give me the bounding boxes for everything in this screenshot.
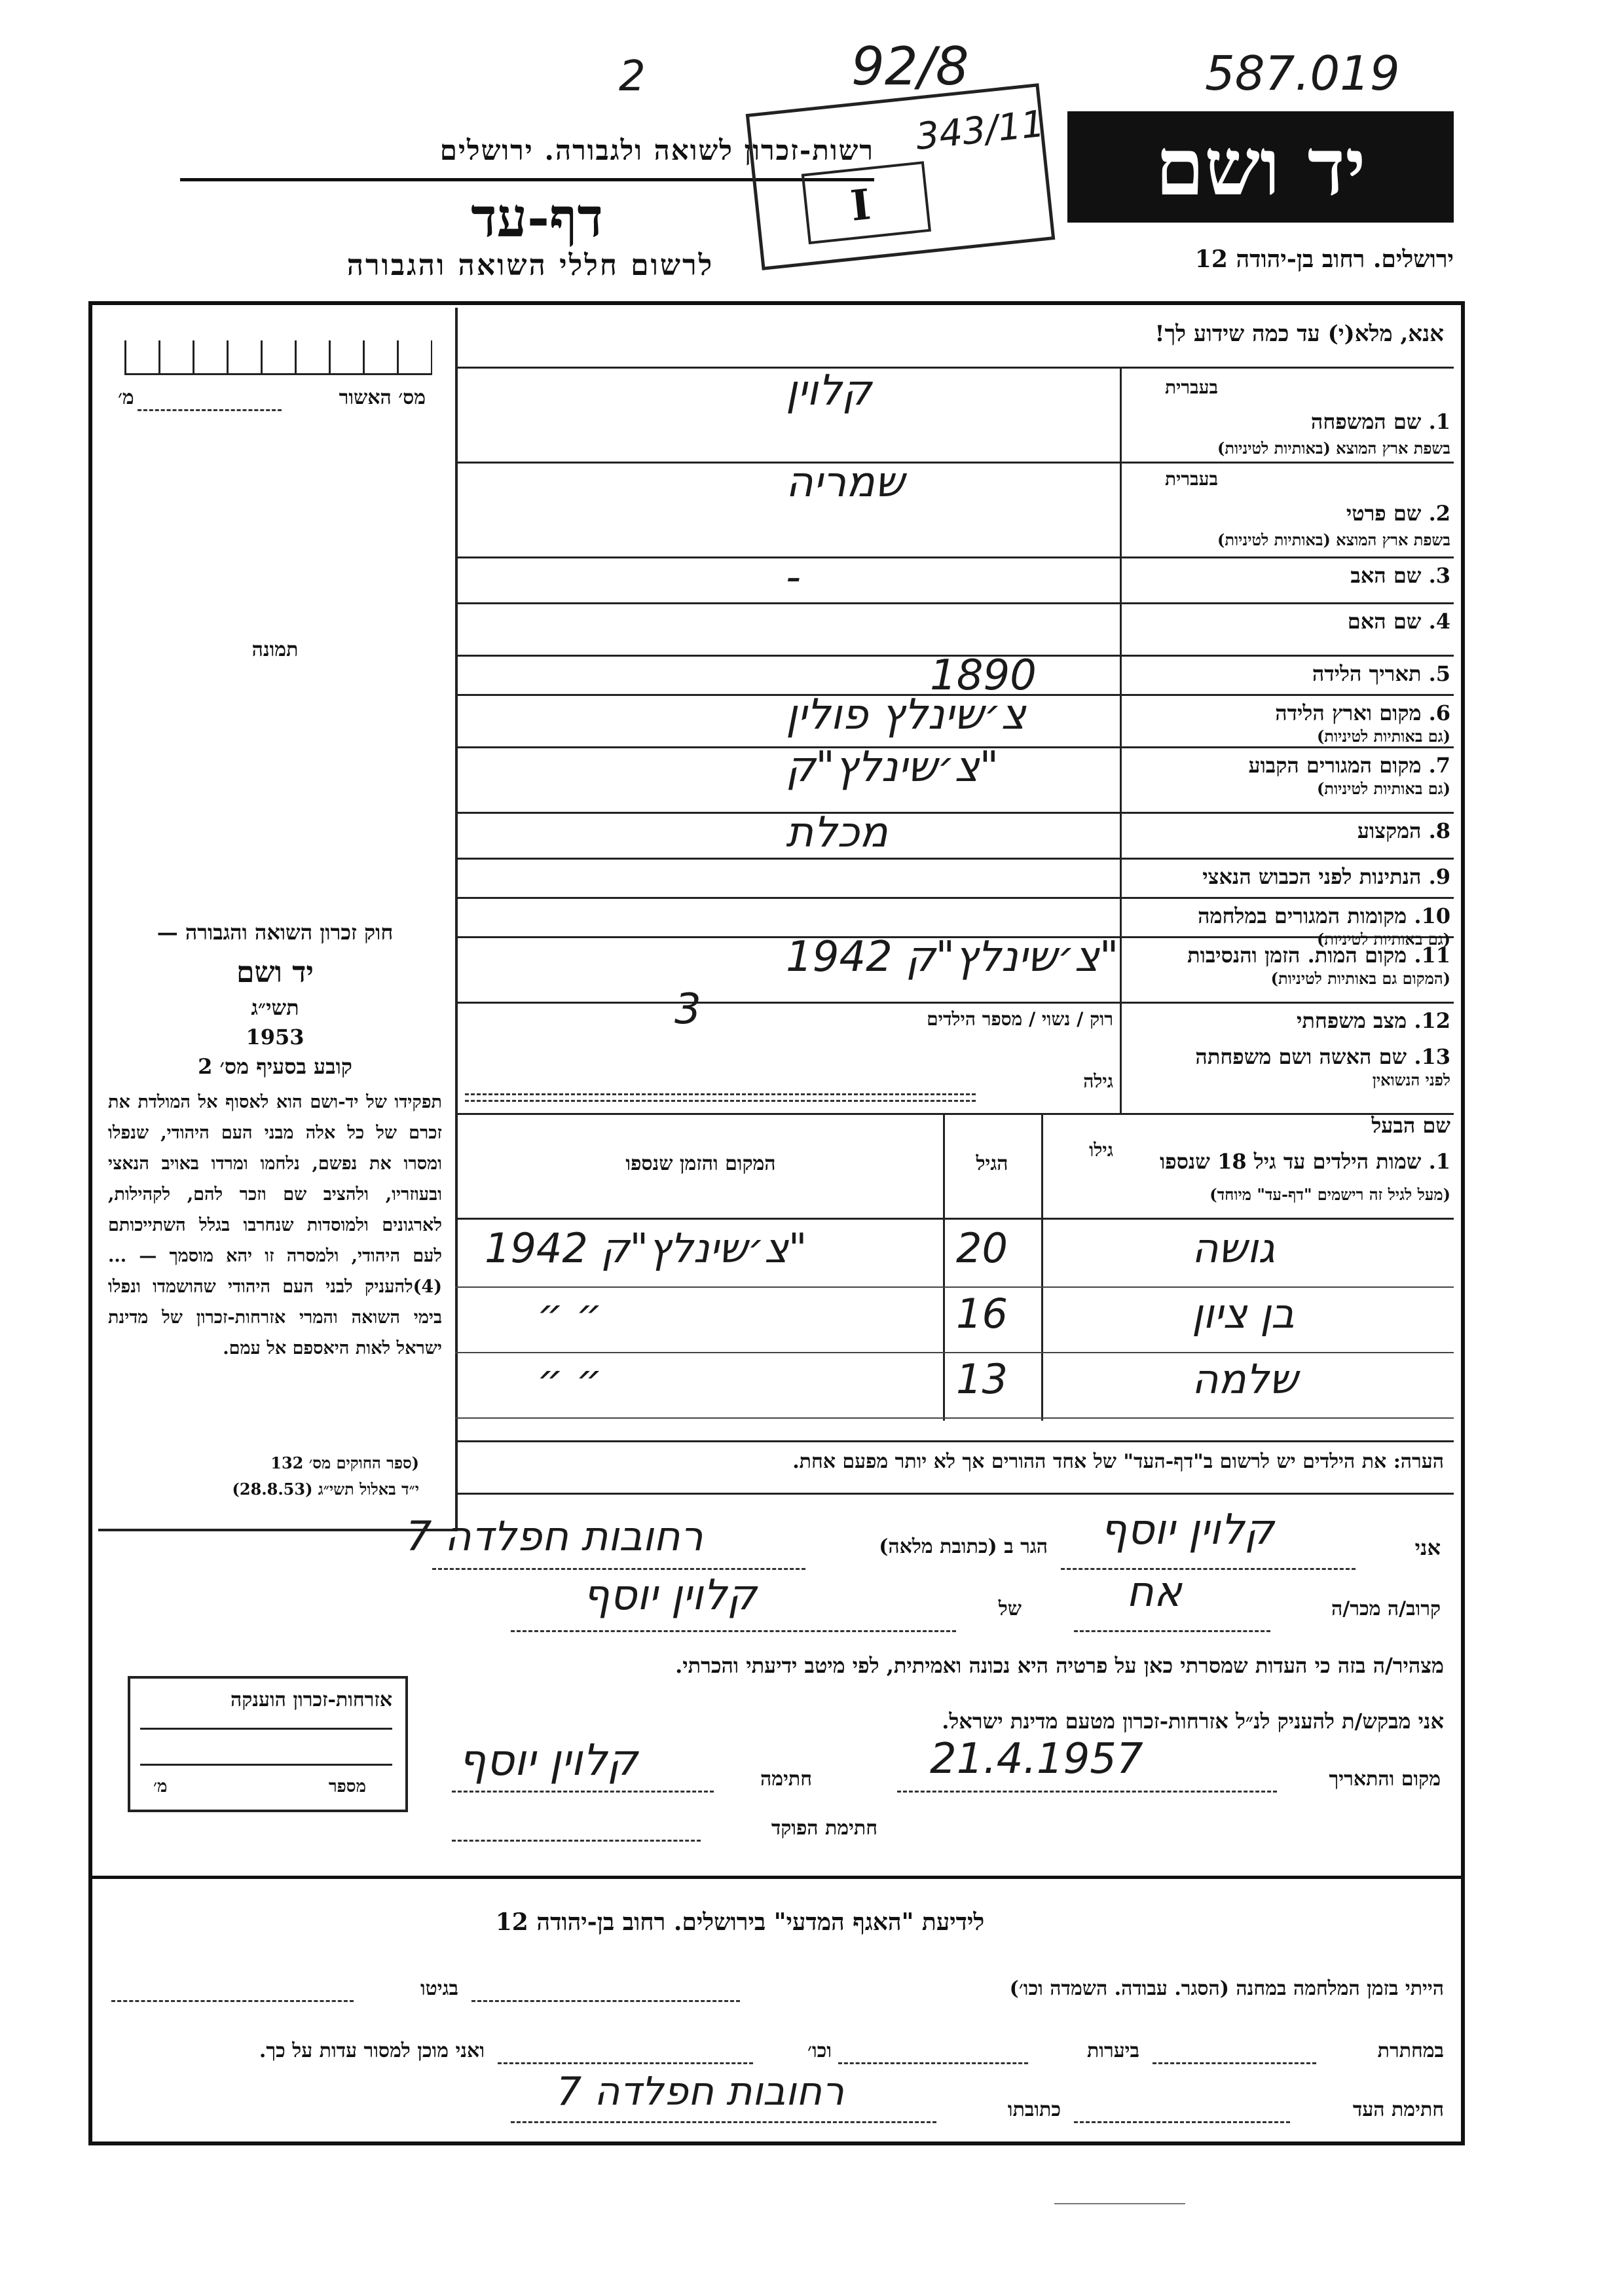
field-value-12: 3: [674, 985, 701, 1034]
field-mid-12: רוק / נשוי / מספר הילדים: [927, 1008, 1113, 1030]
footer-title: לידיעת "האגף המדעי" בירושלים. רחוב בן-יהודה 12: [495, 1908, 985, 1936]
field-sublabel-1: בשפת ארץ המוצא (באותיות לטיניות): [1217, 439, 1450, 458]
children-title: 1. שמות הילדים עד גיל 18 שנספו: [1160, 1149, 1450, 1174]
footer-forests-label: ביערות: [1086, 2039, 1139, 2062]
field-value-11: 1942 צ׳שינלץ"ק": [786, 933, 1119, 981]
field-label-10: 10. מקומות המגורים במלחמה: [1198, 903, 1450, 928]
footer-etc-label: וכו׳: [807, 2039, 832, 2062]
field-label-4: 4. שם האם: [1347, 609, 1450, 634]
field-label-7: 7. מקום המגורים הקבוע: [1248, 753, 1450, 778]
child-age: 13: [956, 1355, 1008, 1403]
declaration-text: מצהיר/ה בזה כי העדות שמסרתי כאן על פרטיה היא נכונה ואמיתית, לפי מיטב ידיעתי והכרתי.: [675, 1653, 1444, 1678]
field-label-14: שם הבעל: [1371, 1113, 1450, 1138]
child-age: 20: [956, 1224, 1008, 1272]
footer-camp-label: הייתי בזמן המלחמה במחנה (הסגר. עבודה. השמדה וכו׳): [1009, 1977, 1444, 2000]
declarant-address: רחובות חפלדה 7: [406, 1512, 703, 1560]
stamp-letter: I: [848, 180, 874, 231]
field-label-11: 11. מקום המות. הזמן והנסיבות: [1187, 943, 1450, 968]
photo-placeholder: תמונה: [251, 638, 299, 661]
child-name: שלמה: [1192, 1355, 1298, 1403]
form-title: דף-עד: [471, 187, 603, 249]
field-mid-14: גילו: [1089, 1139, 1113, 1161]
field-value-2: שמריה: [786, 458, 905, 507]
left-column: [98, 308, 458, 1531]
cert-number-ticks: [124, 340, 432, 375]
child-age: 16: [956, 1290, 1008, 1338]
stamp-number: 343/11: [913, 102, 1047, 159]
witness-address: רחובות חפלדה 7: [557, 2069, 844, 2115]
child-name: גושה: [1192, 1224, 1275, 1272]
field-sublabel-13: לפני הנשואין: [1372, 1070, 1450, 1089]
field-value-1: קלוין: [786, 367, 872, 415]
field-label-13: 13. שם האשה ושם משפחתה: [1195, 1044, 1450, 1069]
cert-number-label: מס׳ האשור: [339, 386, 426, 409]
logo: יד ושם: [1067, 111, 1454, 223]
certificate-box: [128, 1676, 408, 1812]
field-sublabel-2: בשפת ארץ המוצא (באותיות לטיניות): [1217, 530, 1450, 549]
field-label-2: 2. שם פרטי: [1346, 501, 1450, 526]
field-value-8: מכלת: [786, 809, 888, 857]
address: ירושלים. רחוב בן-יהודה 12: [1194, 246, 1454, 273]
of-name: קלוין יוסף: [583, 1571, 757, 1620]
officer-signature-label: חתימת הפוקד: [771, 1817, 877, 1840]
signature-value: קלוין יוסף: [458, 1735, 638, 1785]
place-date-label: מקום והתאריך: [1329, 1768, 1441, 1791]
relation-value: אח: [1126, 1568, 1182, 1616]
children-place-header: המקום והזמן שנספו: [625, 1152, 776, 1175]
date-value: 21.4.1957: [930, 1735, 1143, 1783]
child-place: ״ ״: [537, 1290, 602, 1338]
authority-name: רשות-זכרון לשואה ולגבורה. ירושלים: [439, 134, 874, 166]
law-name: יד ושם: [236, 956, 314, 989]
law-citation-date: י״ד באלול תשי״ג (28.8.53): [232, 1480, 419, 1499]
law-text: תפקידו של יד-ושם הוא לאסוף אל המולדת את זכרם של כל אלה מבני העם היהודי, שנפלו ומסרו את נפשם, נלחמו ומרדו באויב הנאצי ובעוזריו, ולהציב שם וזכר להם, לקהילות, לארגונים ולמוסדות שנחרבו בגלל השתייכותם לעם היהודי, ולמסרה זו יהא מוסמך — ...(4)להעניק לבני העם היהודי שהושמדו ונפלו בימי השואה והמרי אזרחות-זכרון של מדינת ישראל לאות היאספם אל עמם.: [108, 1092, 442, 1358]
children-subtitle: (מעל לגיל זה רישמים "דף-עד" מיוחד): [1209, 1185, 1450, 1204]
law-year: 1953: [246, 1025, 304, 1049]
field-label-5: 5. תאריך הלידה: [1312, 661, 1450, 686]
intro-text: אנא, מלא(י) עד כמה שידוע לך!: [1154, 321, 1444, 347]
declarant-residing-label: הגר ב (כתובת מלאה): [879, 1535, 1048, 1558]
handwritten-reference: 587.019: [1205, 46, 1400, 101]
handwritten-code: 92/8: [851, 36, 969, 97]
field-value-7: צ׳שינלץ"ק": [786, 743, 999, 792]
handwritten-page-number: 2: [619, 52, 646, 101]
footer-underground-label: במחתרת: [1377, 2039, 1444, 2062]
field-value-6: צ׳שינלץ פולין: [786, 691, 1026, 739]
field-sublabel-7: (גם באותיות לטיניות): [1316, 779, 1450, 798]
field-mid-1: בעברית: [1164, 376, 1218, 398]
witness-address-label: כתובתו: [1007, 2098, 1061, 2121]
field-label-8: 8. המקצוע: [1357, 818, 1450, 843]
request-text: אני מבקש/ת להעניק לנ״ל אזרחות-זכרון מטעם מדינת ישראל.: [942, 1709, 1444, 1734]
cert-number-prefix: מ׳: [118, 386, 134, 409]
law-year-hebrew: תשי״ג: [251, 995, 299, 1020]
witness-signature-label: חתימת העד: [1352, 2098, 1444, 2121]
declarant-name: קלוין יוסף: [1100, 1506, 1274, 1554]
law-citation: (ספר החוקים מס׳ 132: [270, 1453, 419, 1472]
field-label-6: 6. מקום וארץ הלידה: [1275, 701, 1450, 725]
child-place: 1942 צ׳שינלץ"ק": [485, 1224, 807, 1272]
certificate-title: אזרחות-זכרון הוענקה: [230, 1688, 392, 1711]
certificate-number-prefix: מ׳: [153, 1777, 168, 1796]
footer-willing-label: ואני מוכן למסור עדות על כך.: [259, 2039, 485, 2062]
children-age-header: הגיל: [976, 1152, 1008, 1175]
relation-label: קרוב/ה מכר/ה: [1331, 1597, 1441, 1620]
field-sublabel-10: (גם באותיות לטיניות): [1316, 930, 1450, 949]
form-purpose: לרשום חללי השואה והגבורה: [346, 249, 714, 282]
registration-stamp: [746, 83, 1056, 270]
note-text: הערה: את הילדים יש לרשום ב"דף-העד" של אחד ההורים אך לא יותר מפעם אחת.: [792, 1450, 1444, 1473]
field-sublabel-11: (המקום גם באותיות לטיניות): [1270, 969, 1450, 988]
field-label-9: 9. הנתינות לפני הכבוש הנאצי: [1202, 864, 1450, 889]
field-label-3: 3. שם האב: [1350, 563, 1450, 588]
law-title: חוק זכרון השואה והגבורה —: [157, 920, 394, 945]
child-name: בן ציון: [1192, 1290, 1295, 1338]
field-label-12: 12. מצב משפחתי: [1297, 1008, 1450, 1033]
child-place: ״ ״: [537, 1355, 602, 1403]
footer-ghetto-label: בגיטו: [420, 1977, 458, 2000]
field-mid-13: גילה: [1083, 1070, 1113, 1092]
field-label-1: 1. שם המשפחה: [1310, 409, 1450, 434]
field-value-3: -: [786, 553, 802, 602]
field-value-5: 1890: [930, 651, 1037, 700]
declarant-i-label: אני: [1414, 1535, 1441, 1560]
signature-label: חתימה: [760, 1768, 812, 1791]
of-label: של: [998, 1597, 1022, 1620]
certificate-number-label: מספר: [328, 1777, 366, 1796]
field-mid-2: בעברית: [1164, 468, 1218, 490]
law-section: קובע בסעיף מס׳ 2: [198, 1054, 352, 1079]
field-sublabel-6: (גם באותיות לטיניות): [1316, 727, 1450, 746]
